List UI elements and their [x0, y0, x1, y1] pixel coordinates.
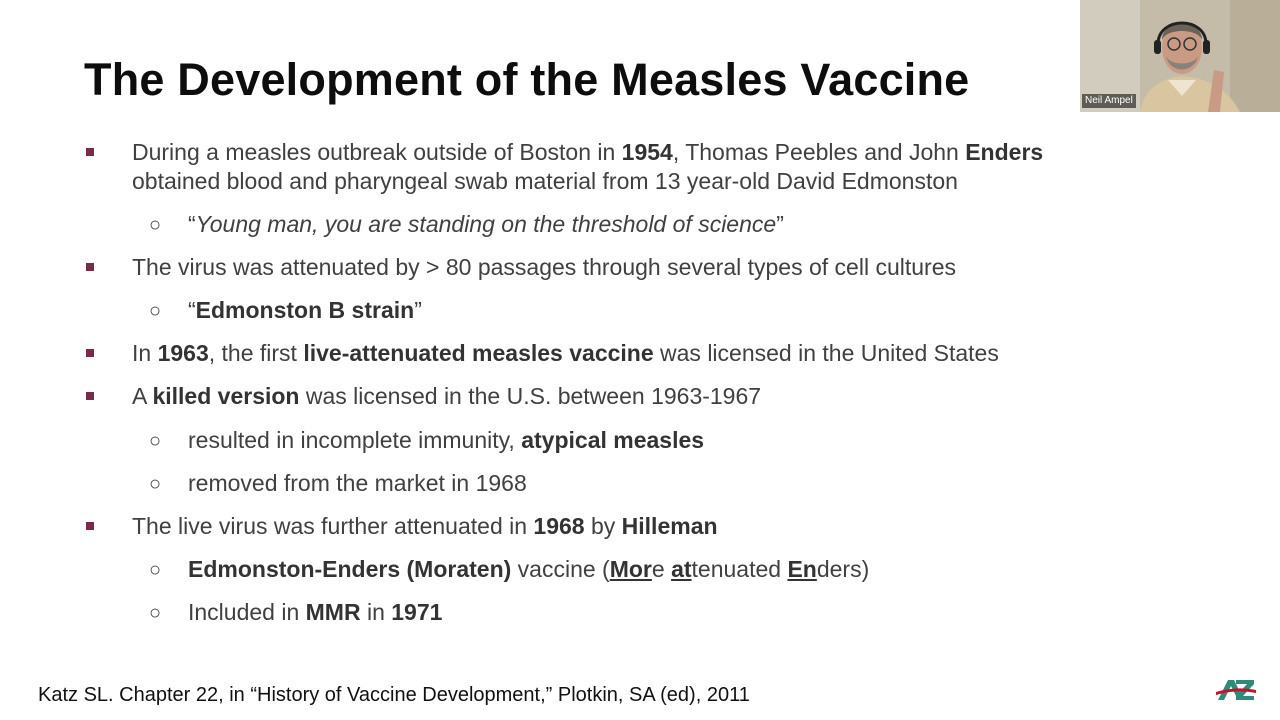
hollow-circle-bullet-icon: ○	[149, 300, 162, 322]
text-run: Edmonston-Enders (Moraten)	[188, 556, 512, 582]
text-run: “	[188, 211, 196, 237]
citation-footer: Katz SL. Chapter 22, in “History of Vaccine Development,” Plotkin, SA (ed), 2011	[38, 684, 750, 706]
text-run: 1971	[391, 599, 443, 625]
text-run: was licensed in the United States	[653, 340, 999, 366]
participant-video-tile[interactable]	[1080, 0, 1280, 112]
text-run: MMR	[305, 599, 361, 625]
text-run: 1963	[157, 340, 209, 366]
hollow-circle-bullet-icon: ○	[149, 473, 162, 495]
bullet-item	[132, 381, 761, 411]
text-run: “	[188, 297, 196, 323]
text-run: During a measles outbreak outside of Boston in	[132, 139, 622, 165]
text-run: killed version	[152, 383, 300, 409]
text-run: 1968	[533, 513, 585, 539]
hollow-circle-bullet-icon: ○	[149, 214, 162, 236]
sub-bullet-item	[149, 425, 705, 455]
square-bullet-icon	[86, 392, 94, 400]
bullet-item	[132, 511, 718, 541]
hollow-circle-bullet-icon: ○	[149, 559, 162, 581]
text-run: Enders	[965, 139, 1044, 165]
text-run: at	[671, 556, 692, 582]
text-run: was licensed in the U.S. between 1963-1967	[299, 383, 762, 409]
text-run: resulted in incomplete immunity,	[188, 427, 522, 453]
sub-bullet-item	[149, 209, 784, 239]
slide-title: The Development of the Measles Vaccine	[84, 54, 970, 105]
text-run: A	[132, 383, 153, 409]
arizona-a-logo-icon	[1216, 676, 1256, 702]
square-bullet-icon	[86, 349, 94, 357]
text-run: removed from the market in 1968	[188, 470, 527, 496]
bullet-item	[132, 137, 1043, 167]
sub-bullet-item	[149, 597, 443, 627]
text-run: atypical measles	[521, 427, 705, 453]
text-run: vaccine (	[511, 556, 610, 582]
text-run: In	[132, 340, 158, 366]
text-run: , Thomas Peebles and John	[672, 139, 966, 165]
text-run: by	[584, 513, 622, 539]
bullet-item	[132, 166, 958, 196]
logo-text: AZ	[1236, 701, 1238, 702]
text-run: Mor	[609, 556, 652, 582]
text-run: tenuated	[691, 556, 788, 582]
text-run: in	[360, 599, 392, 625]
bullet-item	[132, 338, 999, 368]
square-bullet-icon	[86, 522, 94, 530]
text-run: Hilleman	[621, 513, 718, 539]
text-run: ”	[776, 211, 784, 237]
hollow-circle-bullet-icon: ○	[149, 430, 162, 452]
text-run: obtained blood and pharyngeal swab material from 13 year-old David Edmonston	[132, 168, 958, 194]
text-run: Young man, you are standing on the threshold of science	[195, 211, 777, 237]
square-bullet-icon	[86, 148, 94, 156]
text-run: The live virus was further attenuated in	[132, 513, 534, 539]
participant-name-label: Neil Ampel	[1082, 94, 1136, 108]
text-run: , the first	[208, 340, 304, 366]
text-run: e	[651, 556, 672, 582]
sub-bullet-item	[149, 295, 422, 325]
text-run: live-attenuated measles vaccine	[303, 340, 654, 366]
square-bullet-icon	[86, 263, 94, 271]
text-run: 1954	[621, 139, 673, 165]
bullet-item	[132, 252, 956, 282]
text-run: ders)	[816, 556, 870, 582]
text-run: Edmonston B strain	[195, 297, 415, 323]
text-run: The virus was attenuated by > 80 passages through several types of cell cultures	[132, 254, 956, 280]
hollow-circle-bullet-icon: ○	[149, 602, 162, 624]
sub-bullet-item	[149, 554, 870, 584]
text-run: Included in	[188, 599, 306, 625]
sub-bullet-item	[149, 468, 527, 498]
text-run: ”	[414, 297, 422, 323]
text-run: En	[787, 556, 817, 582]
